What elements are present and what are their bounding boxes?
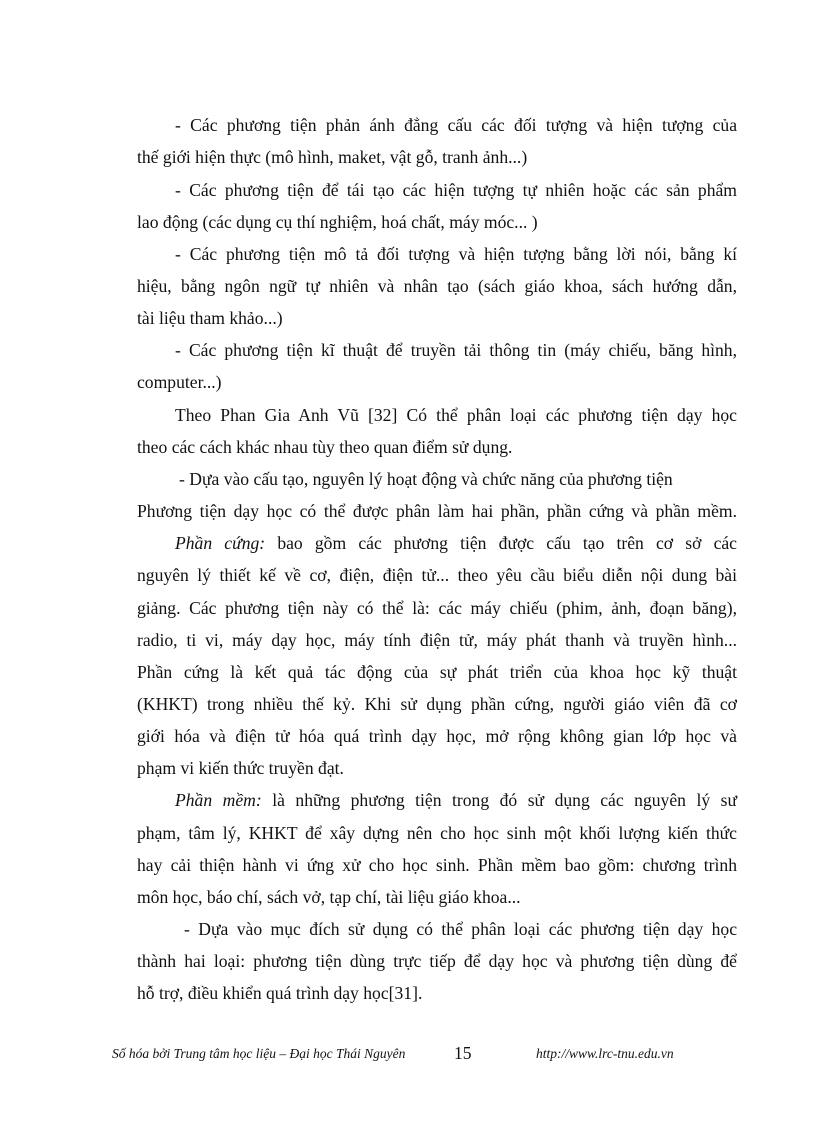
body-line: radio, ti vi, máy dạy học, máy tính điện tử, máy phát thanh và truyền hình... — [137, 630, 737, 650]
body-line: computer...) — [137, 372, 222, 392]
body-line: môn học, báo chí, sách vở, tạp chí, tài liệu giáo khoa... — [137, 887, 521, 907]
body-line: hay cải thiện hành vi ứng xử cho học sinh. Phần mềm bao gồm: chương trình — [137, 855, 737, 875]
body-line: lao động (các dụng cụ thí nghiệm, hoá chất, máy móc... ) — [137, 212, 538, 232]
body-line: tài liệu tham khảo...) — [137, 308, 283, 328]
body-line: - Dựa vào mục đích sử dụng có thể phân loại các phương tiện dạy học — [184, 919, 737, 939]
body-line: - Các phương tiện phản ánh đẳng cấu các đối tượng và hiện tượng của — [175, 115, 737, 135]
body-line: - Các phương tiện mô tả đối tượng và hiện tượng bằng lời nói, bằng kí — [175, 244, 737, 264]
body-line: hỗ trợ, điều khiển quá trình dạy học[31]. — [137, 983, 423, 1003]
body-line: thành hai loại: phương tiện dùng trực tiếp để dạy học và phương tiện dùng để — [137, 951, 737, 971]
page-number: 15 — [454, 1043, 472, 1063]
body-line: - Các phương tiện kĩ thuật để truyền tải thông tin (máy chiếu, băng hình, — [175, 340, 737, 360]
body-line-software — [175, 789, 737, 811]
body-line: theo các cách khác nhau tùy theo quan điểm sử dụng. — [137, 437, 513, 457]
body-line-hardware — [175, 532, 737, 554]
body-line: hiệu, bằng ngôn ngữ tự nhiên và nhân tạo (sách giáo khoa, sách hướng dẫn, — [137, 276, 737, 296]
body-line: Phần cứng là kết quả tác động của sự phát triển của khoa học kỹ thuật — [137, 662, 737, 682]
footer-url-link[interactable]: http://www.lrc-tnu.edu.vn — [536, 1046, 674, 1061]
footer-digitized-by: Số hóa bởi Trung tâm học liệu – Đại học Thái Nguyên — [112, 1046, 406, 1061]
body-line-text: bao gồm các phương tiện được cấu tạo trên cơ sở các — [277, 533, 737, 553]
hardware-term: Phần cứng: — [175, 533, 266, 553]
body-line: phạm, tâm lý, KHKT để xây dựng nên cho học sinh một khối lượng kiến thức — [137, 823, 737, 843]
body-line-text: là những phương tiện trong đó sử dụng các nguyên lý sư — [272, 790, 737, 810]
body-line: - Các phương tiện để tái tạo các hiện tượng tự nhiên hoặc các sản phẩm — [175, 180, 737, 200]
software-term: Phần mềm: — [175, 790, 262, 810]
body-line: Phương tiện dạy học có thể được phân làm hai phần, phần cứng và phần mềm. — [137, 501, 737, 521]
body-line: nguyên lý thiết kế về cơ, điện, điện tử... theo yêu cầu biểu diễn nội dung bài — [137, 565, 737, 585]
body-line: Theo Phan Gia Anh Vũ [32] Có thể phân loại các phương tiện dạy học — [175, 405, 737, 425]
body-line: (KHKT) trong nhiều thế kỷ. Khi sử dụng phần cứng, người giáo viên đã cơ — [137, 694, 737, 714]
body-line: phạm vi kiến thức truyền đạt. — [137, 758, 344, 778]
body-line: - Dựa vào cấu tạo, nguyên lý hoạt động và chức năng của phương tiện — [179, 469, 673, 489]
body-line: giảng. Các phương tiện này có thể là: các máy chiếu (phim, ảnh, đoạn băng), — [137, 598, 737, 618]
body-line: giới hóa và điện tử hóa quá trình dạy học, mở rộng không gian lớp học và — [137, 726, 737, 746]
body-line: thế giới hiện thực (mô hình, maket, vật gỗ, tranh ảnh...) — [137, 147, 528, 167]
